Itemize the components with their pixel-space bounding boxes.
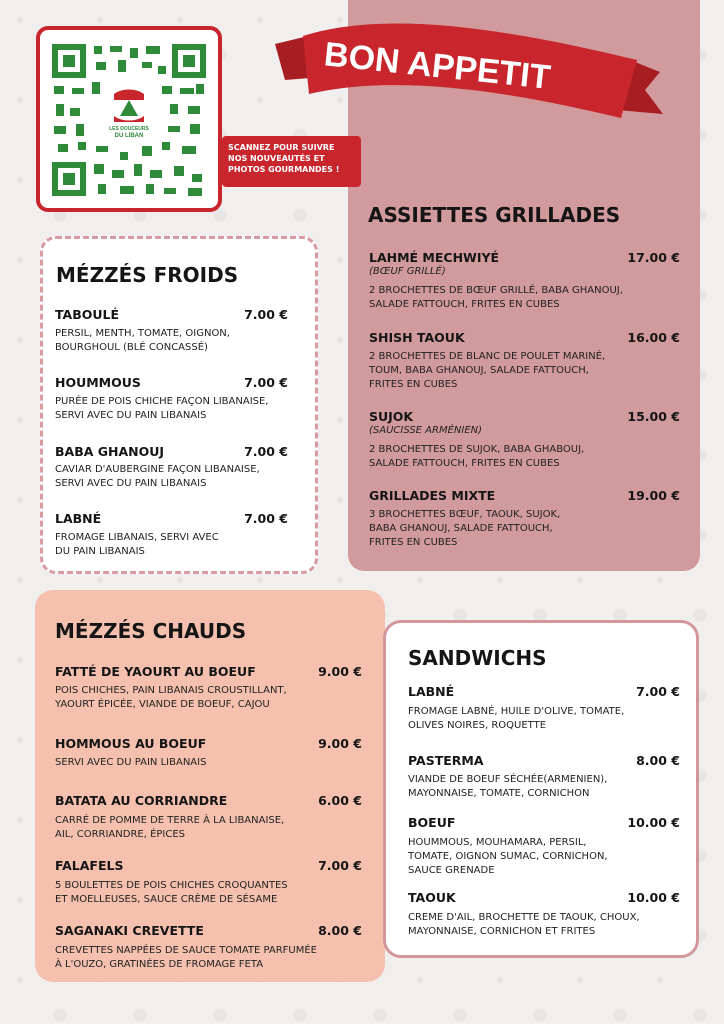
qr-scan-badge <box>222 136 361 187</box>
grill-item-price-4: 19.00 € <box>627 488 680 503</box>
grill-item-name-2: SHISH TAOUK <box>369 330 465 345</box>
froids-item-price-4: 7.00 € <box>244 511 288 526</box>
sand-item-name-3: BOEUF <box>408 815 456 830</box>
qr-code-card[interactable] <box>36 26 222 212</box>
froids-item-name-2: HOUMMOUS <box>55 375 141 390</box>
sand-item-desc-3c: SAUCE GRENADE <box>408 865 495 876</box>
grill-item-desc-4b: BABA GHANOUJ, SALADE FATTOUCH, <box>369 523 553 534</box>
sandwichs-title: SANDWICHS <box>408 646 547 670</box>
grill-item-name-1: LAHMÉ MECHWIYÉ <box>369 250 500 265</box>
grill-item-price-3: 15.00 € <box>627 409 680 424</box>
qr-logo-line1: LES DOUCEURS <box>109 126 149 132</box>
grill-item-desc-2c: FRITES EN CUBES <box>369 379 458 390</box>
banner-text: BON APPETIT <box>322 35 553 97</box>
froids-item-price-3: 7.00 € <box>244 444 288 459</box>
sand-item-desc-2b: MAYONNAISE, TOMATE, CORNICHON <box>408 788 590 799</box>
grill-item-price-1: 17.00 € <box>627 250 680 265</box>
froids-title: MÉZZÉS FROIDS <box>56 263 239 287</box>
froids-item-desc-2b: SERVI AVEC DU PAIN LIBANAIS <box>55 410 207 421</box>
sand-item-name-4: TAOUK <box>408 890 456 905</box>
qr-badge-line3: PHOTOS GOURMANDES ! <box>228 165 340 174</box>
chauds-item-desc-5b: À L'OUZO, GRATINÉES DE FROMAGE FETA <box>55 959 264 970</box>
froids-item-desc-1b: BOURGHOUL (BLÉ CONCASSÉ) <box>55 342 208 353</box>
sand-item-desc-1b: OLIVES NOIRES, ROQUETTE <box>408 720 547 731</box>
froids-item-desc-4b: DU PAIN LIBANAIS <box>55 546 145 557</box>
sand-item-desc-2a: VIANDE DE BOEUF SÉCHÉE(ARMENIEN), <box>408 774 608 785</box>
froids-item-name-4: LABNÉ <box>55 511 102 526</box>
grill-item-sub-1: (BŒUF GRILLÉ) <box>369 266 446 277</box>
chauds-item-name-4: FALAFELS <box>55 858 124 873</box>
froids-item-price-1: 7.00 € <box>244 307 288 322</box>
chauds-item-desc-5a: CREVETTES NAPPÉES DE SAUCE TOMATE PARFUMÉE <box>55 945 318 956</box>
froids-item-name-1: TABOULÉ <box>55 307 120 322</box>
chauds-item-price-5: 8.00 € <box>318 923 362 938</box>
chauds-item-desc-1b: YAOURT ÉPICÉE, VIANDE DE BOEUF, CAJOU <box>55 699 270 710</box>
chauds-item-name-2: HOMMOUS AU BOEUF <box>55 736 207 751</box>
sand-item-desc-3a: HOUMMOUS, MOUHAMARA, PERSIL, <box>408 837 587 848</box>
chauds-item-desc-3a: CARRÉ DE POMME DE TERRE À LA LIBANAISE, <box>55 815 285 826</box>
grill-item-desc-3b: SALADE FATTOUCH, FRITES EN CUBES <box>369 458 560 469</box>
grill-item-price-2: 16.00 € <box>627 330 680 345</box>
chauds-item-price-1: 9.00 € <box>318 664 362 679</box>
chauds-item-desc-4a: 5 BOULETTES DE POIS CHICHES CROQUANTES <box>55 880 288 891</box>
grill-item-name-4: GRILLADES MIXTE <box>369 488 496 503</box>
grill-item-desc-1b: SALADE FATTOUCH, FRITES EN CUBES <box>369 299 560 310</box>
qr-code-icon <box>50 42 208 198</box>
chauds-item-desc-1a: POIS CHICHES, PAIN LIBANAIS CROUSTILLANT, <box>55 685 287 696</box>
grill-item-sub-3: (SAUCISSE ARMÉNIEN) <box>369 425 483 436</box>
sand-item-price-4: 10.00 € <box>627 890 680 905</box>
chauds-item-price-3: 6.00 € <box>318 793 362 808</box>
froids-item-desc-2a: PURÉE DE POIS CHICHE FAÇON LIBANAISE, <box>55 396 269 407</box>
froids-item-desc-4a: FROMAGE LIBANAIS, SERVI AVEC <box>55 532 219 543</box>
chauds-item-name-3: BATATA AU CORRIANDRE <box>55 793 228 808</box>
froids-item-name-3: BABA GHANOUJ <box>55 444 165 459</box>
grill-item-desc-2b: TOUM, BABA GHANOUJ, SALADE FATTOUCH, <box>369 365 589 376</box>
sand-item-desc-4a: CREME D'AIL, BROCHETTE DE TAOUK, CHOUX, <box>408 912 640 923</box>
sand-item-price-1: 7.00 € <box>636 684 680 699</box>
chauds-item-price-2: 9.00 € <box>318 736 362 751</box>
chauds-item-desc-3b: AIL, CORRIANDRE, ÉPICES <box>55 829 186 840</box>
sand-item-desc-1a: FROMAGE LABNÉ, HUILE D'OLIVE, TOMATE, <box>408 706 625 717</box>
sand-item-name-2: PASTERMA <box>408 753 484 768</box>
chauds-title: MÉZZÉS CHAUDS <box>55 619 247 643</box>
chauds-item-name-5: SAGANAKI CREVETTE <box>55 923 204 938</box>
qr-badge-line2: NOS NOUVEAUTÉS ET <box>228 154 325 163</box>
sand-item-price-3: 10.00 € <box>627 815 680 830</box>
froids-item-desc-3a: CAVIAR D'AUBERGINE FAÇON LIBANAISE, <box>55 464 260 475</box>
chauds-item-desc-2a: SERVI AVEC DU PAIN LIBANAIS <box>55 757 207 768</box>
froids-item-price-2: 7.00 € <box>244 375 288 390</box>
sand-item-price-2: 8.00 € <box>636 753 680 768</box>
sand-item-desc-4b: MAYONNAISE, CORNICHON ET FRITES <box>408 926 596 937</box>
grill-item-name-3: SUJOK <box>369 409 414 424</box>
bon-appetit-banner <box>265 14 667 132</box>
grill-item-desc-4a: 3 BROCHETTES BŒUF, TAOUK, SUJOK, <box>369 509 561 520</box>
sand-item-name-1: LABNÉ <box>408 684 455 699</box>
chauds-item-name-1: FATTÉ DE YAOURT AU BOEUF <box>55 664 256 679</box>
chauds-item-price-4: 7.00 € <box>318 858 362 873</box>
qr-logo-line2: DU LIBAN <box>114 133 144 139</box>
grill-item-desc-1a: 2 BROCHETTES DE BŒUF GRILLÉ, BABA GHANOUJ, <box>369 285 623 296</box>
grill-item-desc-4c: FRITES EN CUBES <box>369 537 458 548</box>
grill-item-desc-2a: 2 BROCHETTES DE BLANC DE POULET MARINÉ, <box>369 351 606 362</box>
grillades-title: ASSIETTES GRILLADES <box>368 203 621 227</box>
chauds-item-desc-4b: ET MOELLEUSES, SAUCE CRÈME DE SÉSAME <box>55 894 278 905</box>
grill-item-desc-3a: 2 BROCHETTES DE SUJOK, BABA GHABOUJ, <box>369 444 585 455</box>
sand-item-desc-3b: TOMATE, OIGNON SUMAC, CORNICHON, <box>408 851 608 862</box>
froids-item-desc-3b: SERVI AVEC DU PAIN LIBANAIS <box>55 478 207 489</box>
froids-item-desc-1a: PERSIL, MENTH, TOMATE, OIGNON, <box>55 328 230 339</box>
qr-badge-line1: SCANNEZ POUR SUIVRE <box>228 143 335 152</box>
